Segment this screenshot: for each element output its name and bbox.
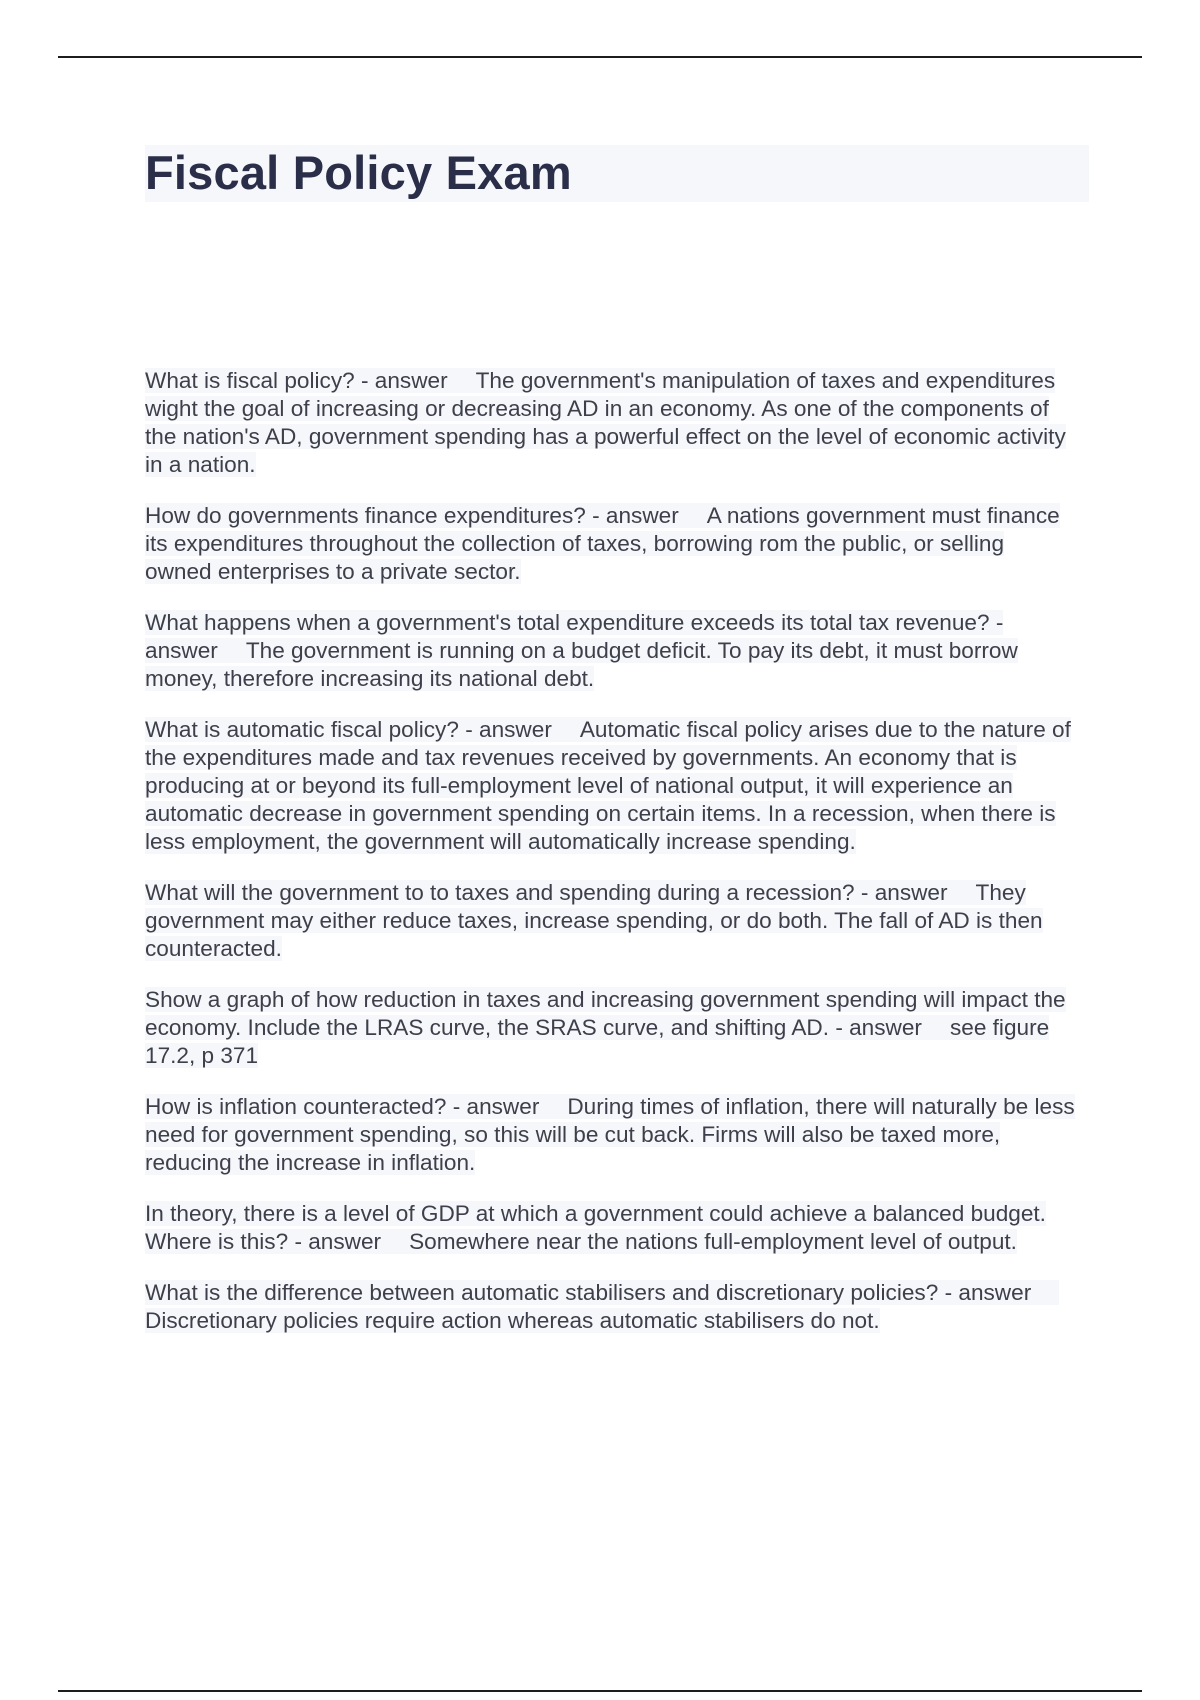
answer-marker: - answer [592,503,679,528]
question-text: What is automatic fiscal policy? [145,717,459,742]
bottom-rule [58,1690,1142,1692]
qa-item [145,986,1075,1070]
answer-marker: - answer [835,1015,922,1040]
answer-marker: - answer [465,717,552,742]
answer-marker: - answer [944,1280,1032,1305]
top-rule [58,56,1142,58]
qa-item [145,502,1075,586]
answer-text: Somewhere near the nations full-employment level of output. [409,1229,1017,1254]
question-text: In theory, there is a level of GDP at which a government could achieve a balanced budget. Where is this? [145,1201,1046,1254]
qa-item [145,1200,1075,1256]
answer-text: The government's manipulation of taxes and expenditures wight the goal of increasing or decreasing AD in an economy. As one of the components of the nation's AD, government spending has a powerful effect on the level of economic activity in a nation. [145,368,1066,477]
question-text: How is inflation counteracted? [145,1094,447,1119]
answer-text: The government is running on a budget deficit. To pay its debt, it must borrow money, therefore increasing its national debt. [145,638,1018,691]
answer-text: During times of inflation, there will naturally be less need for government spending, so this will be cut back. Firms will also be taxed more, reducing the increase in inflation. [145,1094,1075,1175]
qa-item [145,367,1075,479]
answer-marker: - answer [860,880,948,905]
answer-marker: - answer [145,610,1004,663]
answer-text: see figure 17.2, p 371 [145,1015,1050,1068]
qa-list [145,367,1075,1358]
question-text: What is the difference between automatic stabilisers and discretionary policies? [145,1280,939,1305]
answer-text: Discretionary policies require action whereas automatic stabilisers do not. [145,1308,880,1333]
qa-item [145,1093,1075,1177]
qa-item [145,609,1075,693]
question-text: Show a graph of how reduction in taxes and increasing government spending will impact the economy. Include the LRAS curve, the SRAS curve, and shifting AD. [145,987,1066,1040]
question-text: What happens when a government's total expenditure exceeds its total tax revenue? [145,610,990,635]
answer-text: They government may either reduce taxes, increase spending, or do both. The fall of AD is then counteracted. [145,880,1043,961]
answer-marker: - answer [294,1229,382,1254]
answer-marker: - answer [360,368,448,393]
qa-item [145,716,1075,856]
question-text: How do governments finance expenditures? [145,503,586,528]
page-title: Fiscal Policy Exam [145,146,572,199]
qa-item [145,1279,1075,1335]
answer-text: Automatic fiscal policy arises due to the nature of the expenditures made and tax revenues received by governments. An economy that is producing at or beyond its full-employment level of national output, it will experience an automatic decrease in government spending on certain items. In a recession, when there is less employment, the government will automatically increase spending. [145,717,1071,854]
qa-item [145,879,1075,963]
question-text: What is fiscal policy? [145,368,355,393]
question-text: What will the government to to taxes and spending during a recession? [145,880,855,905]
answer-text: A nations government must finance its expenditures throughout the collection of taxes, borrowing rom the public, or selling owned enterprises to a private sector. [145,503,1060,584]
answer-marker: - answer [452,1094,540,1119]
